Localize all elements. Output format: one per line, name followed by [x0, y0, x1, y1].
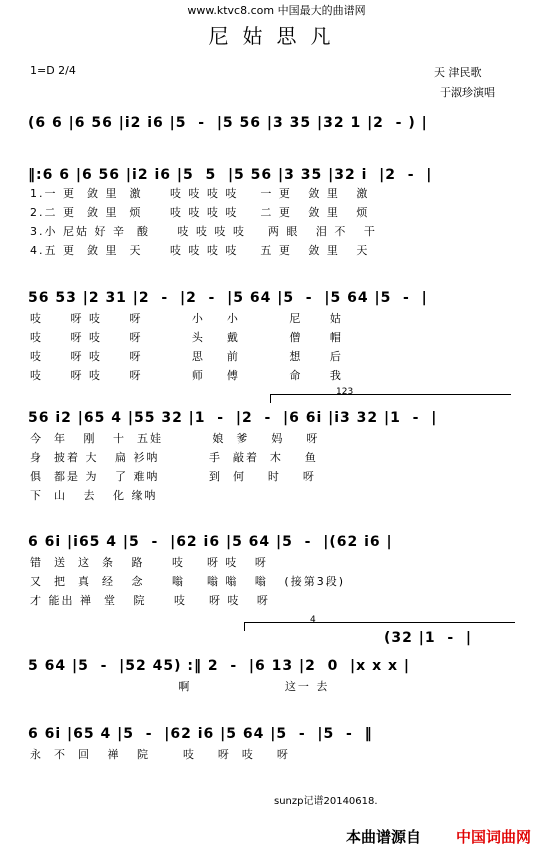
site-header: www.ktvc8.com 中国最大的曲谱网 — [187, 4, 366, 17]
lyric-row-4-verse-1: 错 送 这 条 路 吱 呀 吱 呀 — [30, 556, 268, 569]
lyric-row-3-verse-1: 今 年 刚 十 五娃 娘 爹 妈 呀 — [30, 432, 320, 445]
music-row-1: ‖:6 6 |6 56 |i2 i6 |5 5 |5 56 |3 35 |32 i |2 - | — [28, 167, 433, 183]
song-title: 尼姑思凡 — [208, 24, 345, 48]
music-row-5: 5 64 |5 - |52 45) :‖ 2 - |6 13 |2 0 |x x x | — [28, 658, 410, 674]
brand-text-right: 中国词曲网 — [456, 828, 532, 846]
lyric-row-4-verse-3: 才 能出 禅 堂 院 吱 呀 吱 呀 — [30, 594, 270, 607]
lyric-row-1-verse-3: 3.小 尼姑 好 辛 酸 吱 吱 吱 吱 两 眼 泪 不 干 — [30, 225, 377, 238]
lyric-row-1-verse-2: 2.二 更 敛 里 烦 吱 吱 吱 吱 二 更 敛 里 烦 — [30, 206, 370, 219]
key-signature: 1=D 2/4 — [30, 64, 76, 77]
lyric-row-5-verse-1: 啊 这一 去 — [30, 680, 330, 693]
music-row-3: 56 i2 |65 4 |55 32 |1 - |2 - |6 6i |i3 32 |1 - | — [28, 410, 438, 426]
singer-label: 于淑珍演唱 — [440, 86, 495, 99]
volta-bracket-2 — [244, 622, 515, 631]
lyric-row-2-verse-4: 吱 呀 吱 呀 师 傅 命 我 — [30, 369, 343, 382]
volta-label-2: 4 — [310, 615, 316, 625]
lyric-row-3-verse-2: 身 披着 大 扁 衫呐 手 敲着 木 鱼 — [30, 451, 318, 464]
lyric-row-1-verse-4: 4.五 更 敛 里 天 吱 吱 吱 吱 五 更 敛 里 天 — [30, 244, 370, 257]
source-label: 天 津民歌 — [434, 66, 482, 79]
lyric-row-6-verse-1: 永 不 回 禅 院 吱 呀 吱 呀 — [30, 748, 290, 761]
brand-text-left: 本曲谱源自 — [346, 828, 422, 846]
music-row-2: 56 53 |2 31 |2 - |2 - |5 64 |5 - |5 64 |5 - | — [28, 290, 428, 306]
lyric-row-2-verse-2: 吱 呀 吱 呀 头 戴 僧 帽 — [30, 331, 343, 344]
music-row-4: 6 6i |i65 4 |5 - |62 i6 |5 64 |5 - |(62 i6 | — [28, 534, 393, 550]
music-row-6: 6 6i |65 4 |5 - |62 i6 |5 64 |5 - |5 - ‖ — [28, 726, 373, 742]
lyric-row-3-verse-4: 下 山 去 化 缘呐 — [30, 489, 158, 502]
transcriber-credit: sunzp记谱20140618. — [274, 796, 378, 807]
lyric-row-2-verse-3: 吱 呀 吱 呀 思 前 想 后 — [30, 350, 343, 363]
music-row-intro: (6 6 |6 56 |i2 i6 |5 - |5 56 |3 35 |32 1 |2 - ) | — [28, 115, 428, 131]
lyric-row-3-verse-3: 俱 都是 为 了 难呐 到 何 时 呀 — [30, 470, 316, 483]
volta-bracket-1 — [270, 394, 511, 403]
lyric-row-2-verse-1: 吱 呀 吱 呀 小 小 尼 姑 — [30, 312, 343, 325]
lyric-row-1-verse-1: 1.一 更 敛 里 激 吱 吱 吱 吱 一 更 敛 里 激 — [30, 187, 370, 200]
volta-label-1: 123 — [336, 387, 354, 397]
lyric-row-4-verse-2: 又 把 真 经 念 嗡 嗡 嗡 嗡 (接第3段) — [30, 575, 345, 588]
volta-ending: (32 |1 - | — [384, 630, 473, 646]
